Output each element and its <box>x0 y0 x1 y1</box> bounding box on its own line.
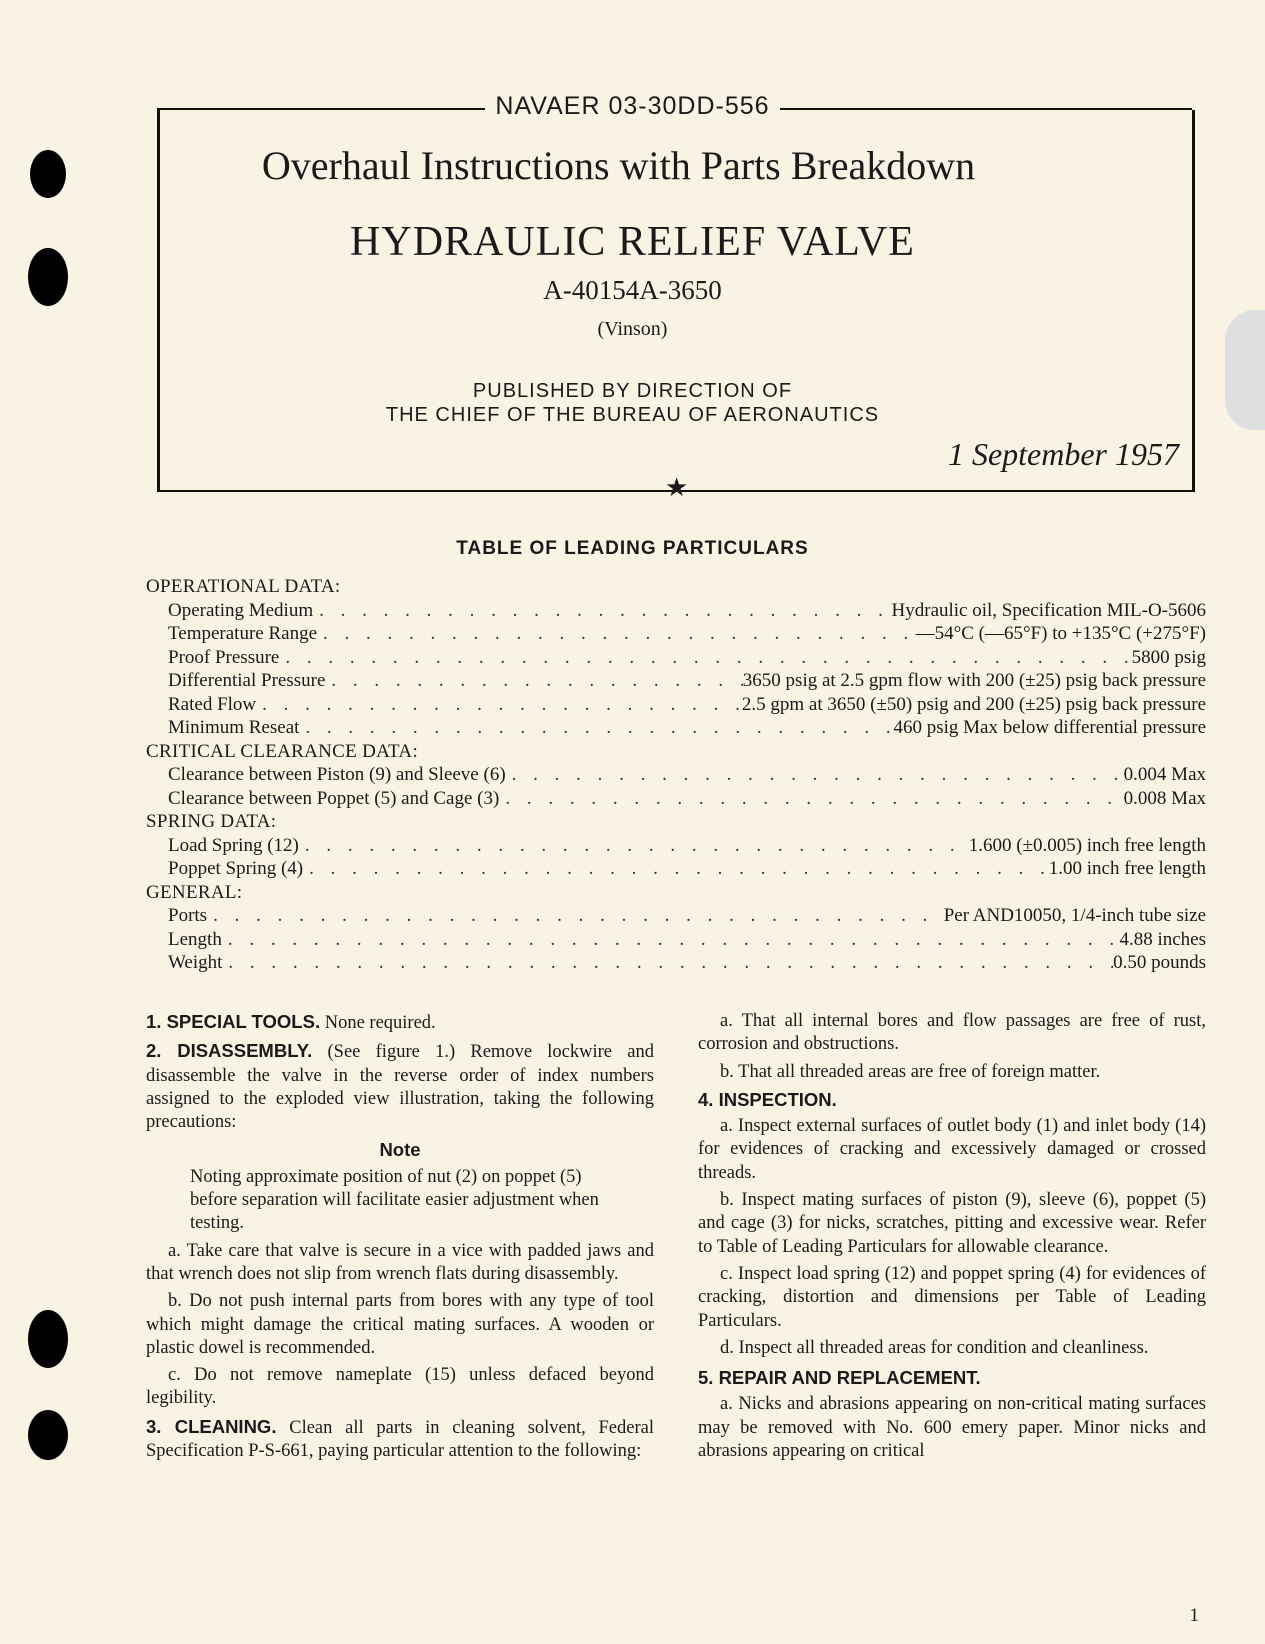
row-value: 4.88 inches <box>1119 928 1206 950</box>
note-text: Noting approximate position of nut (2) on poppet (5) before separation will facilitate easier adjustment when testing. <box>190 1166 599 1234</box>
particulars-row <box>146 857 1206 881</box>
row-value: Hydraulic oil, Specification MIL-O-5606 <box>891 599 1206 621</box>
note-heading: Note <box>379 1139 421 1161</box>
particulars-row <box>146 928 1206 952</box>
row-value: 0.50 pounds <box>1113 952 1206 973</box>
particulars-section-heading: CRITICAL CLEARANCE DATA: <box>146 740 419 762</box>
dot-leader <box>325 669 742 693</box>
dot-leader <box>303 857 1049 881</box>
particulars-row <box>146 834 1206 858</box>
particulars-row <box>146 599 1206 623</box>
published-line-2: THE CHIEF OF THE BUREAU OF AERONAUTICS <box>385 404 880 426</box>
particulars-section-heading: SPRING DATA: <box>146 811 277 832</box>
disassembly-text: (See figure 1.) Remove lockwire and disassemble the valve in the reverse order of index numbers assigned to the exploded view illustration, taking the following precautions: <box>146 1042 654 1133</box>
dot-leader <box>317 622 916 646</box>
row-label: Clearance between Piston (9) and Sleeve (6) <box>168 764 506 785</box>
disassembly-heading: 2. DISASSEMBLY. <box>146 1040 313 1062</box>
dot-leader <box>499 787 1123 811</box>
particulars-table <box>146 575 1206 975</box>
published-line-1: PUBLISHED BY DIRECTION OF <box>472 380 793 402</box>
row-label: Rated Flow <box>168 693 257 715</box>
cleaning-text: Clean all parts in cleaning solvent, Federal Specification P-S-661, paying particular attention to the following: <box>146 1417 654 1462</box>
row-label: Clearance between Poppet (5) and Cage (3) <box>168 787 500 809</box>
cleaning-a: a. That all internal bores and flow passages are free of rust, corrosion and obstructions. <box>698 1011 1206 1055</box>
left-column <box>146 1010 654 1467</box>
row-value: —54°C (—65°F) to +135°C (+275°F) <box>915 623 1206 644</box>
particulars-row <box>146 904 1206 928</box>
row-label: Minimum Reseat <box>168 717 300 738</box>
inspection-heading: 4. INSPECTION. <box>698 1088 837 1110</box>
row-label: Differential Pressure <box>168 670 326 691</box>
row-value: 1.00 inch free length <box>1048 858 1206 879</box>
row-label: Proof Pressure <box>168 646 280 668</box>
dot-leader <box>299 716 893 740</box>
doc-title: Overhaul Instructions with Parts Breakdown <box>261 143 976 188</box>
dot-leader <box>299 834 969 858</box>
dot-leader <box>207 904 944 928</box>
doc-number-text: NAVAER 03-30DD-556 <box>485 92 779 120</box>
row-label: Poppet Spring (4) <box>168 858 304 879</box>
cleaning-b: b. That all threaded areas are free of foreign matter. <box>720 1061 1101 1082</box>
particulars-section-heading: GENERAL: <box>146 881 243 903</box>
disassembly-a: a. Take care that valve is secure in a vice with padded jaws and that wrench does not slip from wrench flats during disassembly. <box>146 1240 654 1284</box>
repair-heading: 5. REPAIR AND REPLACEMENT. <box>698 1367 981 1389</box>
doc-number <box>0 92 1265 121</box>
particulars-row <box>146 622 1206 646</box>
row-value: 460 psig Max below differential pressure <box>893 717 1206 738</box>
page-number: 1 <box>1189 1605 1199 1626</box>
binder-hole <box>28 1310 68 1368</box>
row-label: Ports <box>168 905 208 926</box>
dot-leader <box>279 646 1131 670</box>
particulars-row <box>146 716 1206 740</box>
cleaning-heading: 3. CLEANING. <box>146 1415 277 1437</box>
particulars-row <box>146 669 1206 693</box>
repair-a: a. Nicks and abrasions appearing on non-critical mating surfaces may be removed with No. 600 emery paper. Minor nicks and abrasions appearing on critical <box>698 1394 1206 1462</box>
dot-leader <box>313 599 891 623</box>
part-number: A-40154A-3650 <box>543 275 722 305</box>
publish-date: 1 September 1957 <box>947 436 1179 472</box>
row-value: 0.004 Max <box>1123 764 1206 785</box>
disassembly-b: b. Do not push internal parts from bores with any type of tool which might damage the critical mating surfaces. A wooden or plastic dowel is recommended. <box>146 1291 654 1358</box>
special-tools-text: None required. <box>320 1013 436 1033</box>
row-label: Operating Medium <box>168 599 314 621</box>
row-value: 1.600 (±0.005) inch free length <box>968 834 1206 856</box>
row-value: 0.008 Max <box>1123 787 1206 809</box>
row-value: 2.5 gpm at 3650 (±50) psig and 200 (±25) psig back pressure <box>741 693 1206 715</box>
particulars-row <box>146 646 1206 670</box>
dot-leader <box>222 928 1120 952</box>
subject-title: HYDRAULIC RELIEF VALVE <box>350 219 915 265</box>
row-value: 3650 psig at 2.5 gpm flow with 200 (±25) psig back pressure <box>742 670 1206 691</box>
particulars-title: TABLE OF LEADING PARTICULARS <box>456 538 809 559</box>
row-label: Length <box>168 928 222 950</box>
row-label: Load Spring (12) <box>168 834 299 856</box>
particulars-row <box>146 693 1206 717</box>
row-value: 5800 psig <box>1131 646 1206 668</box>
particulars-section-heading: OPERATIONAL DATA: <box>146 576 341 597</box>
dot-leader <box>256 693 742 717</box>
star-icon: ★ <box>665 473 689 502</box>
manufacturer: (Vinson) <box>597 318 668 340</box>
disassembly-c: c. Do not remove nameplate (15) unless defaced beyond legibility. <box>146 1365 654 1409</box>
dot-leader <box>506 763 1124 787</box>
binder-hole <box>28 1410 68 1460</box>
particulars-row <box>146 951 1206 975</box>
inspection-b: b. Inspect mating surfaces of piston (9), sleeve (6), poppet (5) and cage (3) for nicks, scratches, pitting and excessive wear. Refer to Table of Leading Particulars for allowable clearance. <box>698 1190 1206 1257</box>
particulars-row <box>146 763 1206 787</box>
row-value: Per AND10050, 1/4-inch tube size <box>943 905 1206 926</box>
dot-leader <box>222 951 1113 975</box>
right-column <box>698 1010 1206 1467</box>
particulars-row <box>146 787 1206 811</box>
inspection-d: d. Inspect all threaded areas for condition and cleanliness. <box>720 1337 1149 1358</box>
inspection-c: c. Inspect load spring (12) and poppet spring (4) for evidences of cracking, distortion and dimensions per Table of Leading Particulars. <box>698 1263 1206 1331</box>
special-tools-heading: 1. SPECIAL TOOLS. <box>146 1011 321 1032</box>
row-label: Weight <box>168 952 223 973</box>
inspection-a: a. Inspect external surfaces of outlet body (1) and inlet body (14) for evidences of cracking and excessively damaged or crossed threads. <box>698 1116 1206 1183</box>
row-label: Temperature Range <box>168 623 318 644</box>
